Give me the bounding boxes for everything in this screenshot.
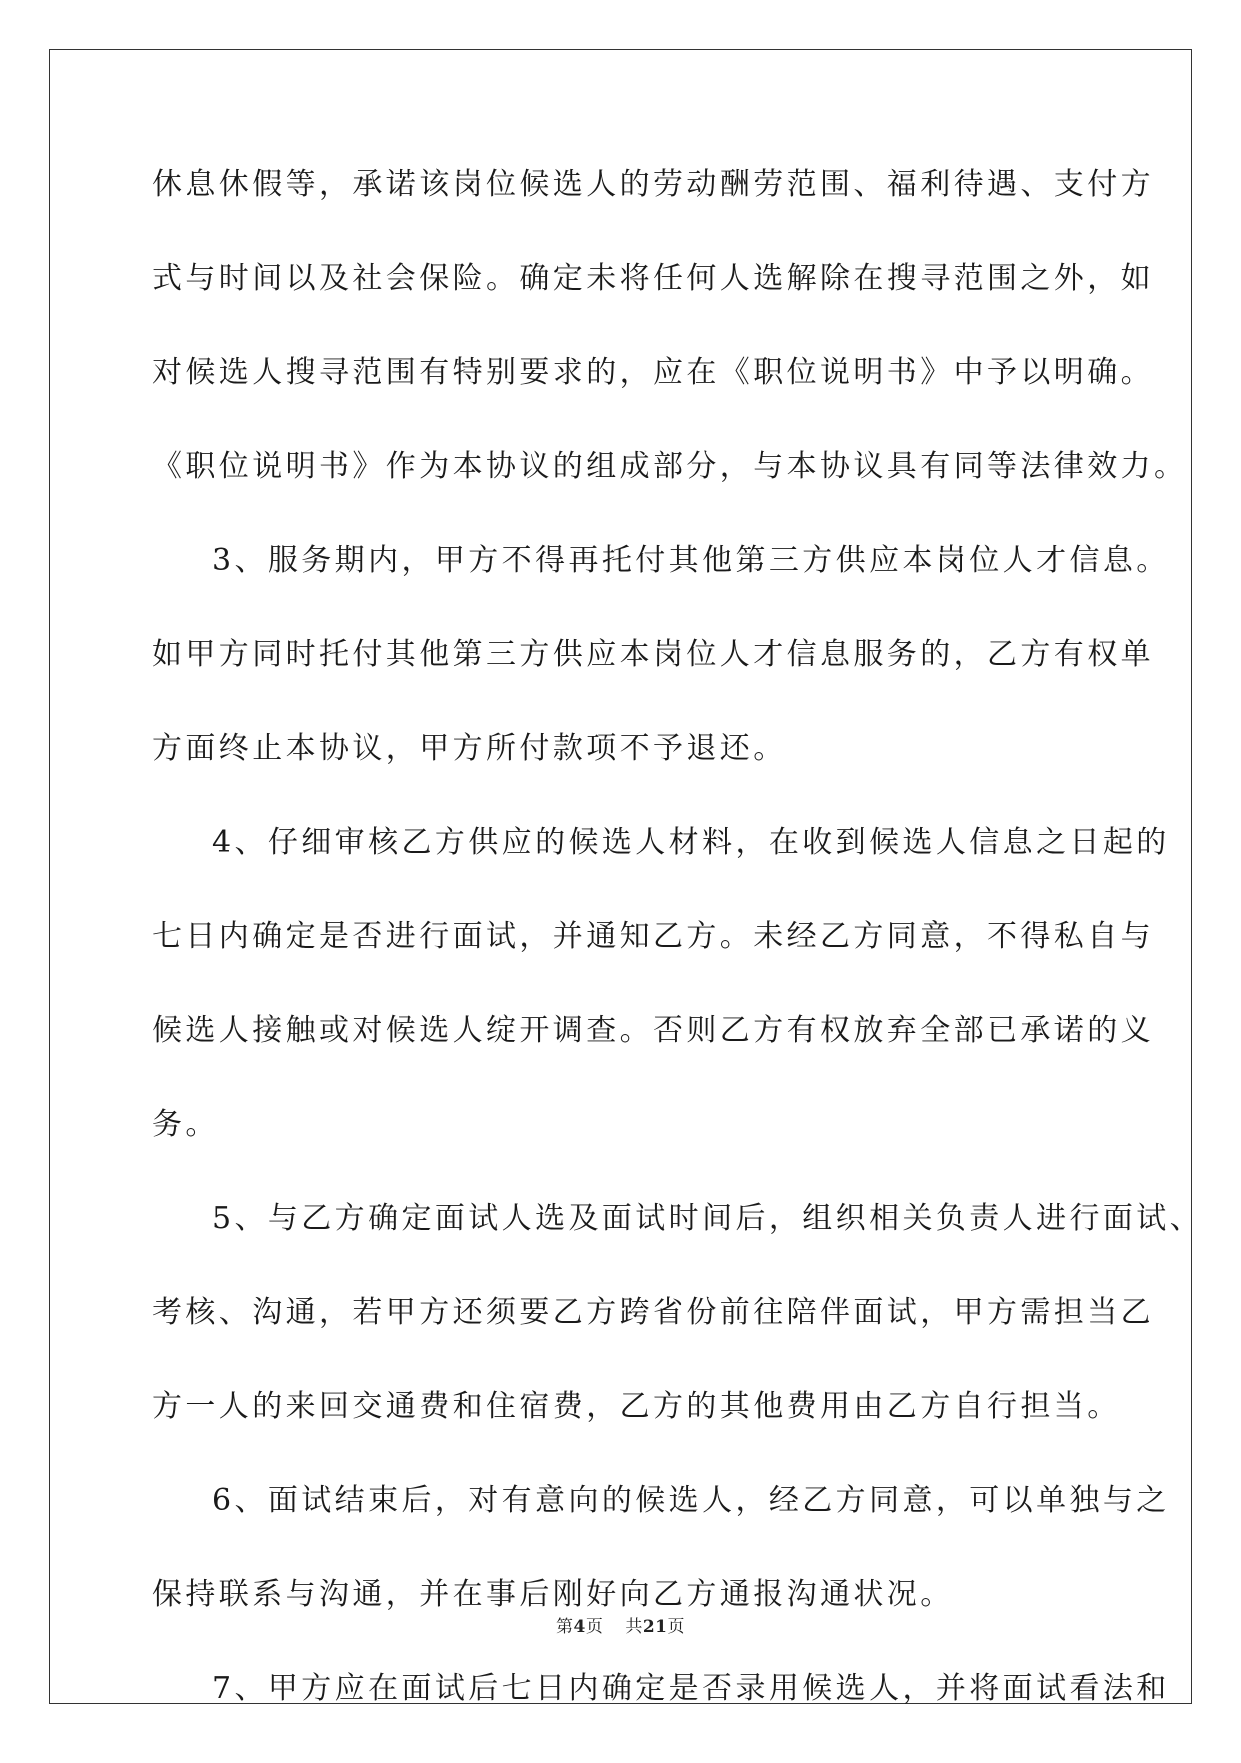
text-line: 务。	[152, 1107, 219, 1142]
text-line: 七日内确定是否进行面试，并通知乙方。未经乙方同意，不得私自与	[152, 919, 1154, 954]
text-line: 5、与乙方确定面试人选及面试时间后，组织相关负责人进行面试、	[212, 1201, 1204, 1236]
text-line: 如甲方同时托付其他第三方供应本岗位人才信息服务的，乙方有权单	[152, 637, 1154, 672]
text-line: 对候选人搜寻范围有特别要求的，应在《职位说明书》中予以明确。	[152, 355, 1154, 390]
total-prefix: 共	[625, 1617, 643, 1637]
text-line: 保持联系与沟通，并在事后刚好向乙方通报沟通状况。	[152, 1577, 954, 1612]
text-line: 7、甲方应在面试后七日内确定是否录用候选人，并将面试看法和	[212, 1671, 1170, 1706]
document-body	[152, 165, 1204, 1763]
text-line: 式与时间以及社会保险。确定未将任何人选解除在搜寻范围之外，如	[152, 261, 1154, 296]
page-footer	[0, 1612, 1241, 1637]
total-pages: 21	[642, 1617, 668, 1637]
text-line: 4、仔细审核乙方供应的候选人材料，在收到候选人信息之日起的	[212, 825, 1170, 860]
page-suffix: 页	[585, 1617, 604, 1637]
text-line: 方面终止本协议，甲方所付款项不予退还。	[152, 731, 787, 766]
text-line: 方一人的来回交通费和住宿费，乙方的其他费用由乙方自行担当。	[152, 1389, 1121, 1424]
text-line: 候选人接触或对候选人绽开调查。否则乙方有权放弃全部已承诺的义	[152, 1013, 1154, 1048]
total-suffix: 页	[667, 1617, 685, 1637]
text-line: 考核、沟通，若甲方还须要乙方跨省份前往陪伴面试，甲方需担当乙	[152, 1295, 1154, 1330]
text-line: 3、服务期内，甲方不得再托付其他第三方供应本岗位人才信息。	[212, 543, 1170, 578]
text-line: 6、面试结束后，对有意向的候选人，经乙方同意，可以单独与之	[212, 1483, 1170, 1518]
page-prefix: 第	[555, 1617, 574, 1637]
text-line: 休息休假等，承诺该岗位候选人的劳动酬劳范围、福利待遇、支付方	[152, 167, 1154, 202]
text-line: 《职位说明书》作为本协议的组成部分，与本协议具有同等法律效力。	[152, 449, 1188, 484]
page-number: 4	[573, 1617, 586, 1637]
